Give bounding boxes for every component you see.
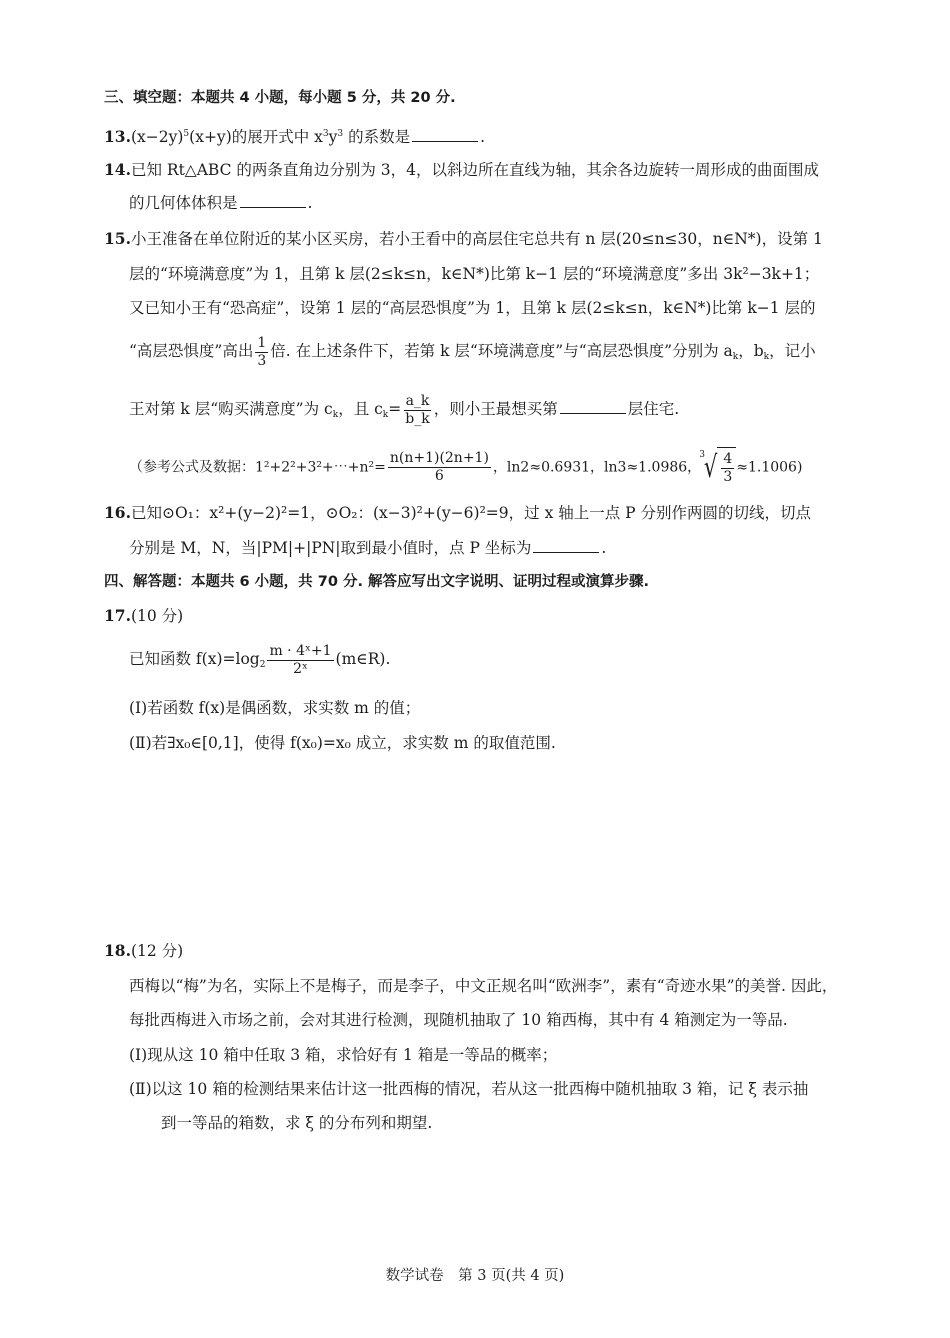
question-15-line4 bbox=[129, 333, 816, 375]
frac-num: 4 bbox=[723, 450, 733, 467]
ref-text: ≈1.1006) bbox=[736, 459, 803, 476]
question-15-line1 bbox=[104, 229, 823, 249]
subscript: 2 bbox=[259, 660, 266, 670]
question-17-part2: (Ⅱ)若∃x₀∈[0,1]，使得 f(x₀)=x₀ 成立，求实数 m 的取值范围. bbox=[129, 734, 556, 752]
q15-text: 倍. 在上述条件下，若第 k 层“环境满意度”与“高层恐惧度”分别为 a bbox=[270, 342, 733, 360]
q13-text: y bbox=[328, 128, 338, 146]
q13-sup: 5 bbox=[183, 129, 190, 139]
q17-text: (m∈R). bbox=[335, 650, 391, 668]
subscript: k bbox=[763, 352, 770, 362]
q13-text: . bbox=[480, 128, 486, 146]
question-18-line2: 每批西梅进入市场之前，会对其进行检测，现随机抽取了 10 箱西梅，其中有 4 箱测定为一等品. bbox=[129, 1011, 788, 1029]
section4-heading: 四、解答题：本题共 6 小题，共 70 分. 解答应写出文字说明、证明过程或演算步骤. bbox=[104, 574, 650, 590]
radical-icon: √ bbox=[704, 449, 718, 485]
question-number: 16. bbox=[104, 503, 131, 522]
q13-sup: 3 bbox=[322, 129, 329, 139]
answer-blank[interactable] bbox=[533, 538, 599, 553]
question-17-part1: (Ⅰ)若函数 f(x)是偶函数，求实数 m 的值； bbox=[129, 699, 421, 717]
q14-text: 的几何体体积是 bbox=[129, 194, 238, 212]
q15-text: = bbox=[388, 400, 402, 418]
question-15-line3: 又已知小王有“恐高症”，设第 1 层的“高层恐惧度”为 1，且第 k 层(2≤k≤n，k∈N*)比第 k−1 层的 bbox=[129, 299, 816, 317]
cube-root bbox=[701, 447, 736, 488]
q17-text: 已知函数 f(x)=log bbox=[129, 650, 260, 668]
question-number: 13. bbox=[104, 127, 131, 146]
question-16-line2 bbox=[129, 538, 606, 558]
frac-den: 6 bbox=[434, 468, 444, 484]
question-number: 14. bbox=[104, 160, 131, 179]
question-number: 15. bbox=[104, 229, 131, 248]
q16-text: 分别是 M，N，当|PM|+|PN|取到最小值时，点 P 坐标为 bbox=[129, 539, 532, 557]
q16-text: . bbox=[601, 539, 607, 557]
function-fraction bbox=[267, 643, 333, 678]
question-15-line2: 层的“环境满意度”为 1，且第 k 层(2≤k≤n，k∈N*)比第 k−1 层的“环境满意度”多出 3k²−3k+1； bbox=[129, 265, 820, 283]
sum-of-squares-fraction bbox=[388, 450, 491, 485]
q13-text: (x+y)的展开式中 x bbox=[189, 128, 323, 146]
four-thirds-fraction bbox=[721, 451, 734, 486]
q13-sup: 3 bbox=[337, 129, 344, 139]
question-13 bbox=[104, 124, 485, 147]
q13-text: (x−2y) bbox=[130, 128, 184, 146]
frac-den: 2ˣ bbox=[293, 660, 308, 677]
question-18-part1: (Ⅰ)现从这 10 箱中任取 3 箱，求恰好有 1 箱是一等品的概率； bbox=[129, 1046, 558, 1064]
question-18-line1: 西梅以“梅”为名，实际上不是梅子，而是李子，中文正规名叫“欧洲李”，素有“奇迹水果”的美誉. 因此， bbox=[129, 977, 838, 995]
ref-text: （参考公式及数据：1²+2²+3²+⋯+n²= bbox=[129, 459, 386, 476]
q15-text: ，b bbox=[738, 342, 764, 360]
frac-den: b_k bbox=[405, 410, 430, 427]
question-15-line5 bbox=[129, 389, 679, 435]
question-18-part2-line2: 到一等品的箱数，求 ξ 的分布列和期望. bbox=[161, 1114, 433, 1132]
frac-den: 3 bbox=[723, 468, 733, 485]
question-number: 18. bbox=[104, 941, 131, 960]
q15-text: 层住宅. bbox=[627, 400, 680, 418]
q15-text: ，记小 bbox=[769, 342, 816, 360]
frac-num: 1 bbox=[257, 334, 267, 351]
question-number: 17. bbox=[104, 606, 131, 625]
score: (10 分) bbox=[130, 607, 184, 625]
frac-num: m · 4ˣ+1 bbox=[269, 642, 332, 659]
q15-text: ，且 c bbox=[338, 400, 383, 418]
question-18-part2-line1: (Ⅱ)以这 10 箱的检测结果来估计这一批西梅的情况，若从这一批西梅中随机抽取 3 箱，记 ξ 表示抽 bbox=[129, 1080, 809, 1098]
fraction-ak-bk bbox=[403, 393, 431, 428]
answer-blank[interactable] bbox=[240, 193, 306, 208]
ref-text: ，ln2≈0.6931，ln3≈1.0986， bbox=[492, 459, 702, 476]
q14-text: 已知 Rt△ABC 的两条直角边分别为 3，4，以斜边所在直线为轴，其余各边旋转一周形成的曲面围成 bbox=[130, 161, 820, 179]
question-15-reference bbox=[129, 447, 802, 488]
subscript: k bbox=[382, 410, 389, 420]
q13-text: 的系数是 bbox=[343, 128, 411, 146]
score: (12 分) bbox=[130, 942, 184, 960]
page-footer: 数学试卷 第 3 页(共 4 页) bbox=[385, 1268, 565, 1284]
question-16-line1 bbox=[104, 503, 811, 523]
question-17-given bbox=[129, 637, 390, 687]
frac-num: n(n+1)(2n+1) bbox=[389, 450, 489, 466]
subscript: k bbox=[732, 352, 739, 362]
frac-den: 3 bbox=[257, 352, 267, 369]
question-18-header bbox=[104, 941, 183, 961]
root-index: 3 bbox=[699, 450, 705, 460]
subscript: k bbox=[332, 410, 339, 420]
question-14-line1 bbox=[104, 160, 819, 180]
section3-heading: 三、填空题：本题共 4 小题，每小题 5 分，共 20 分. bbox=[104, 90, 456, 106]
answer-blank[interactable] bbox=[412, 127, 478, 142]
frac-num: a_k bbox=[405, 392, 430, 409]
question-14-line2 bbox=[129, 193, 312, 213]
q15-text: 王对第 k 层“购买满意度”为 c bbox=[129, 400, 333, 418]
q16-text: 已知⊙O₁：x²+(y−2)²=1，⊙O₂：(x−3)²+(y−6)²=9，过 x 轴上一点 P 分别作两圆的切线，切点 bbox=[130, 504, 812, 522]
fraction-one-third bbox=[255, 335, 268, 370]
q15-text: ，则小王最想买第 bbox=[433, 400, 558, 418]
answer-blank[interactable] bbox=[560, 399, 626, 414]
q15-text: “高层恐惧度”高出 bbox=[129, 342, 254, 360]
q15-text: 小王准备在单位附近的某小区买房，若小王看中的高层住宅总共有 n 层(20≤n≤30，n∈N*)，设第 1 bbox=[130, 230, 823, 248]
q14-text: . bbox=[307, 194, 313, 212]
question-17-header bbox=[104, 606, 183, 626]
